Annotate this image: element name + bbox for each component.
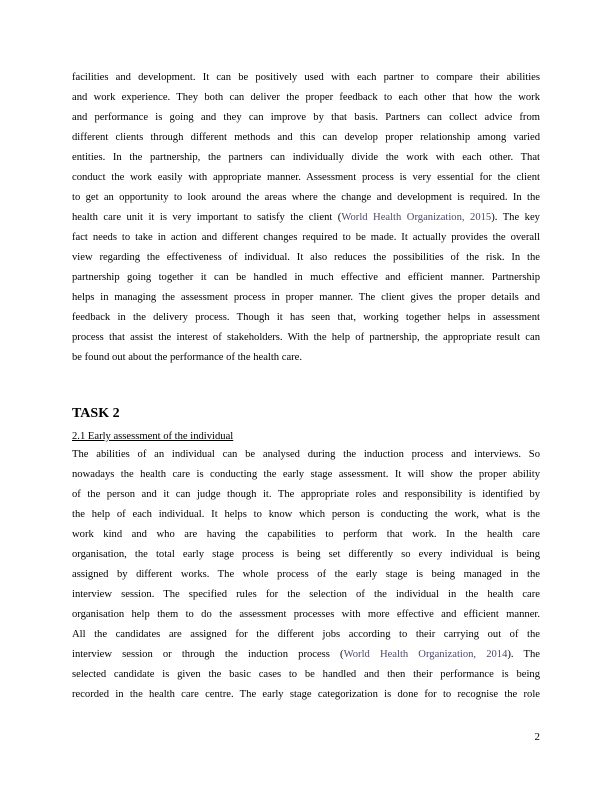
paragraph-line: nowadays the health care is conducting the early stage assessment. It will show the proper ability [72, 469, 540, 480]
page-number: 2 [534, 731, 540, 743]
paragraph-line: and work experience. They both can deliver the proper feedback to each other that how the work [72, 92, 540, 103]
paragraph-line: selected candidate is given the basic cases to be handled and then their performance is being [72, 669, 540, 680]
paragraph-line: partnership going together it can be handled in much effective and efficient manner. Partnership [72, 272, 540, 283]
paragraph-line [72, 648, 540, 662]
text-run: ). The key [491, 212, 540, 223]
citation-link[interactable]: World Health Organization, 2015 [341, 212, 492, 223]
paragraph-line: the help of each individual. It helps to know which person is conducting the work, what is the [72, 509, 540, 520]
paragraph-line: be found out about the performance of the health care. [72, 352, 303, 363]
paragraph-line: entities. In the partnership, the partners can individually divide the work with each other. That [72, 152, 540, 163]
paragraph-line: organisation, the total early stage process is being set differently so every individual is being [72, 549, 540, 560]
paragraph-line: feedback in the delivery process. Though it has seen that, working together helps in assessment [72, 312, 540, 323]
paragraph-line: interview session. The specified rules for the selection of the individual in the health care [72, 589, 540, 600]
paragraph-line: helps in managing the assessment process in proper manner. The client gives the proper details and [72, 292, 540, 303]
paragraph-line: facilities and development. It can be positively used with each partner to compare their abilities [72, 72, 540, 83]
paragraph-line: recorded in the health care centre. The early stage categorization is done for to recognise the role [72, 689, 540, 700]
paragraph-line: conduct the work easily with appropriate manner. Assessment process is very essential for the client [72, 172, 540, 183]
citation-link[interactable]: World Health Organization, 2014 [343, 649, 508, 660]
paragraph-line: The abilities of an individual can be analysed during the induction process and interviews. So [72, 449, 540, 460]
paragraph-line: work kind and who are having the capabilities to perform that work. In the health care [72, 529, 540, 540]
paragraph-line: view regarding the effectiveness of individual. It also reduces the possibilities of the risk. In the [72, 252, 540, 263]
paragraph-line: and performance is going and they can improve by that basis. Partners can collect advice from [72, 112, 540, 123]
paragraph-line [72, 211, 540, 225]
paragraph-line: fact needs to take in action and different changes required to be made. It actually provides the overall [72, 232, 540, 243]
task-heading: TASK 2 [72, 406, 120, 421]
paragraph-line: different clients through different methods and this can develop proper relationship among varied [72, 132, 540, 143]
text-run: health care unit it is very important to satisfy the client ( [72, 212, 342, 223]
paragraph-line: All the candidates are assigned for the different jobs according to their carrying out of the [72, 629, 540, 640]
text-run: interview session or through the induction process ( [72, 649, 344, 660]
paragraph-line: of the person and it can judge though it. The appropriate roles and responsibility is identified by [72, 489, 540, 500]
section-heading: 2.1 Early assessment of the individual [72, 431, 234, 442]
text-run: ). The [507, 649, 540, 660]
paragraph-line: to get an opportunity to look around the areas where the change and development is required. In the [72, 192, 540, 203]
paragraph-line: assigned by different works. The whole process of the early stage is being managed in the [72, 569, 540, 580]
paragraph-line: organisation help them to do the assessment processes with more effective and efficient manner. [72, 609, 540, 620]
paragraph-line: process that assist the interest of stakeholders. With the help of partnership, the appropriate result can [72, 332, 540, 343]
